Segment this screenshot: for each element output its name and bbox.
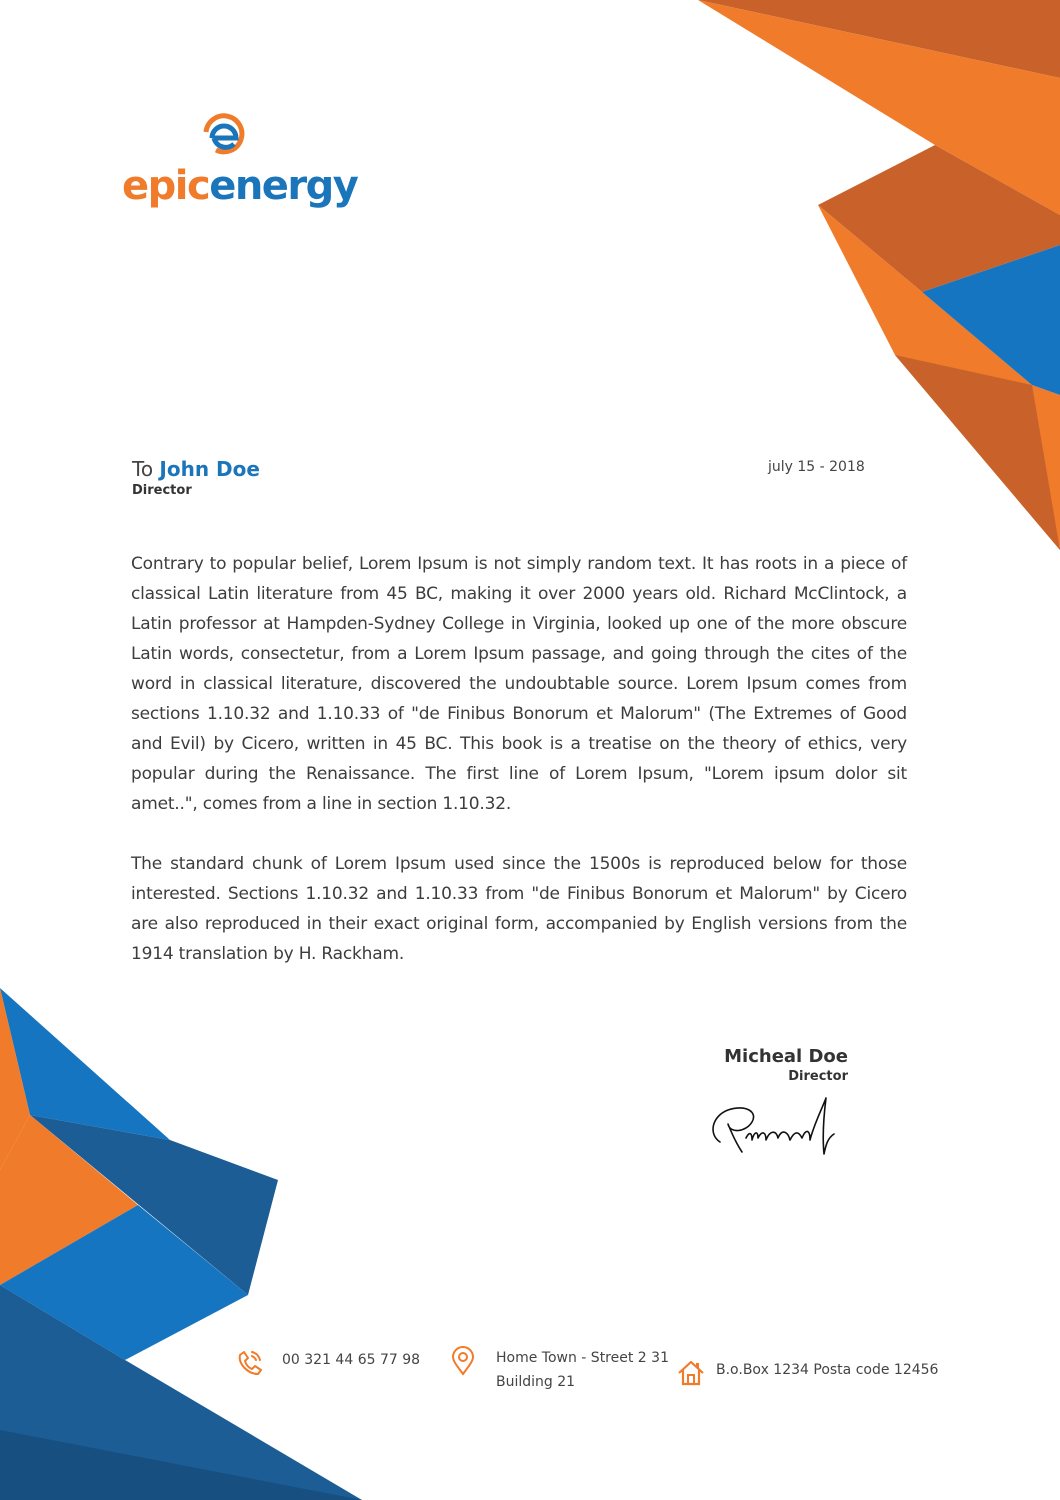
footer-address-line1: Home Town - Street 2 31 (496, 1350, 669, 1366)
letter-date: july 15 - 2018 (768, 459, 865, 475)
handwritten-signature (706, 1094, 856, 1164)
footer-address (448, 1346, 669, 1394)
signer-name: Micheal Doe (724, 1046, 848, 1067)
location-pin-icon (448, 1346, 478, 1376)
body-paragraph-1: Contrary to popular belief, Lorem Ipsum is not simply random text. It has roots in a piece of classical Latin literature from 45 BC, making it over 2000 years old. Richard McClintock, a Latin professor at Hampden-Sydney College in Virginia, looked up one of the more obscure Latin words, consectetur, from a Lorem Ipsum passage, and going through the cites of the word in classical literature, discovered the undoubtable source. Lorem Ipsum comes from sections 1.10.32 and 1.10.33 of "de Finibus Bonorum et Malorum" (The Extremes of Good and Evil) by Cicero, written in 45 BC. This book is a treatise on the theory of ethics, very popular during the Renaissance. The first line of Lorem Ipsum, "Lorem ipsum dolor sit amet..", comes from a line in section 1.10.32. (131, 554, 907, 814)
logo-wordmark (122, 163, 358, 209)
home-icon (676, 1358, 706, 1388)
footer-postal (676, 1358, 938, 1388)
body-paragraph-2: The standard chunk of Lorem Ipsum used since the 1500s is reproduced below for those interested. Sections 1.10.32 and 1.10.33 from "de Finibus Bonorum et Malorum" by Cicero are also reproduced in their exact original form, accompanied by English versions from the 1914 translation by H. Rackham. (131, 854, 907, 964)
footer-phone-text: 00 321 44 65 77 98 (282, 1352, 421, 1368)
footer-address-line2: Building 21 (496, 1374, 576, 1390)
letter-body (131, 549, 907, 999)
logo-e-mark-icon (198, 108, 254, 164)
signer-block (724, 1046, 848, 1084)
recipient-prefix: To (132, 457, 154, 481)
footer-postal-text: B.o.Box 1234 Posta code 12456 (716, 1362, 939, 1378)
company-logo (122, 108, 358, 209)
recipient-line (132, 457, 260, 481)
logo-word-epic: epic (122, 163, 210, 209)
recipient-role: Director (132, 483, 192, 498)
phone-icon (234, 1348, 264, 1378)
footer-address-text (496, 1346, 669, 1394)
footer-phone (234, 1348, 420, 1378)
signer-role: Director (788, 1069, 848, 1084)
logo-word-energy: energy (209, 163, 358, 209)
recipient-block (132, 457, 260, 498)
recipient-name: John Doe (159, 457, 260, 481)
